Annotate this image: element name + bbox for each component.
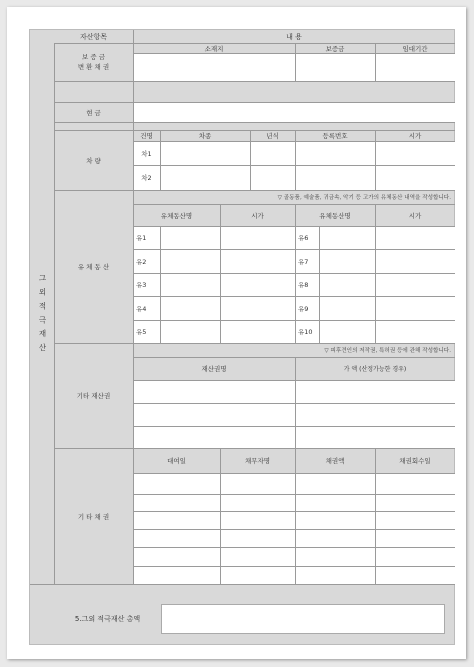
deposit-label-line1: 보 증 금 — [82, 53, 105, 61]
other-credits-col-amount: 채권액 — [325, 457, 345, 465]
grid-line — [133, 226, 455, 227]
asset-form — [29, 29, 455, 645]
vehicle-row-2: 차2 — [141, 174, 152, 182]
other-rights-col-name: 재산권명 — [201, 365, 227, 373]
grid-line — [295, 357, 296, 448]
grid-line — [133, 473, 455, 474]
movable-row-right: 유6 — [298, 234, 309, 242]
other-rights-note: ▽ 피후견인의 저작권, 특허권 등에 관해 작성합니다. — [324, 348, 451, 354]
header-content: 내 용 — [286, 32, 302, 41]
deposit-col-location: 소재지 — [204, 44, 224, 53]
movable-row-right: 유7 — [298, 257, 309, 266]
movable-row-right: 유10 — [298, 328, 313, 336]
total-label: 5.그외 적극재산 총액 — [74, 615, 141, 623]
grid-line — [133, 566, 455, 567]
grid-line — [133, 426, 455, 427]
other-rights-area — [133, 380, 455, 448]
movable-area — [133, 226, 455, 343]
grid-line — [295, 204, 296, 343]
grid-line — [220, 448, 221, 584]
other-rights-label: 기타 재산권 — [76, 392, 111, 400]
movable-row-right: 유8 — [298, 281, 309, 289]
side-label-text: 그 외 적 극 재 산 — [38, 274, 47, 353]
cash-input[interactable] — [133, 102, 455, 122]
vehicle-col-type: 차종 — [198, 132, 212, 140]
vehicle-col-year: 년식 — [266, 132, 279, 140]
other-rights-col-value: 가 액 (산정가능한 경우) — [343, 366, 407, 373]
other-credits-label: 기 타 채 권 — [77, 512, 110, 521]
grid-line — [133, 273, 455, 274]
grid-line — [295, 448, 296, 584]
grid-line — [54, 190, 455, 191]
movable-note: ▽ 골동품, 예술품, 귀금속, 악기 등 고가의 유체동산 내역을 작성합니다. — [277, 195, 451, 201]
grid-line — [30, 584, 455, 585]
grid-line — [375, 43, 376, 81]
grid-line — [133, 320, 455, 321]
vehicle-row-1: 차1 — [141, 149, 152, 158]
movable-col-name-right: 유체동산명 — [319, 211, 351, 220]
movable-row-left: 유1 — [136, 234, 147, 242]
grid-line — [54, 343, 455, 344]
movable-col-price-left: 시가 — [251, 211, 264, 220]
total-input[interactable] — [161, 604, 445, 634]
grid-line — [133, 165, 455, 166]
grid-line — [295, 130, 296, 190]
grid-line — [133, 204, 455, 205]
grid-line — [133, 494, 455, 495]
grid-line — [133, 529, 455, 530]
vehicle-label: 차 량 — [86, 156, 101, 165]
grid-line — [295, 43, 296, 81]
grid-line — [133, 547, 455, 548]
grid-line — [54, 81, 455, 82]
grid-line — [54, 43, 455, 44]
grid-line — [133, 296, 455, 297]
vehicle-col-regno: 등록번호 — [322, 132, 348, 140]
grid-line — [319, 226, 320, 343]
grid-line — [54, 122, 455, 123]
deposit-col-period: 임대기간 — [402, 44, 428, 53]
grid-line — [133, 511, 455, 512]
grid-line — [250, 130, 251, 190]
grid-line — [220, 204, 221, 343]
vehicle-col-name: 건명 — [140, 132, 153, 140]
grid-line — [375, 130, 376, 190]
grid-line — [133, 141, 455, 142]
grid-line — [375, 448, 376, 584]
grid-line — [160, 226, 161, 343]
deposit-label-line2: 변 환 채 권 — [77, 63, 110, 71]
grid-line — [54, 43, 55, 584]
grid-line — [54, 130, 455, 131]
grid-line — [133, 249, 455, 250]
grid-line — [133, 403, 455, 404]
grid-line — [133, 357, 455, 358]
grid-line — [54, 448, 455, 449]
other-credits-col-debtor: 채무자명 — [244, 457, 271, 465]
deposit-label — [54, 43, 133, 81]
movable-row-left: 유3 — [136, 281, 147, 289]
grid-line — [133, 53, 455, 54]
movable-row-right: 유9 — [298, 304, 309, 313]
side-label — [30, 43, 54, 584]
document-page — [7, 7, 466, 659]
vehicle-col-price: 시가 — [408, 132, 422, 140]
grid-line — [160, 130, 161, 190]
grid-line — [54, 102, 455, 103]
movable-col-name-left: 유체동산명 — [160, 211, 193, 220]
movable-row-left: 유4 — [136, 304, 147, 313]
header-asset-item: 자산항목 — [79, 32, 108, 41]
grid-line — [375, 204, 376, 343]
movable-label: 유 체 동 산 — [77, 263, 110, 271]
cash-label: 현 금 — [86, 108, 101, 117]
grid-line — [133, 380, 455, 381]
deposit-col-amount: 보증금 — [325, 44, 345, 53]
movable-col-price-right: 시가 — [408, 211, 422, 220]
movable-row-left: 유5 — [136, 328, 147, 336]
deposit-area — [133, 53, 455, 81]
movable-row-left: 유2 — [136, 257, 147, 266]
grid-line — [133, 30, 134, 584]
other-credits-col-recovery: 채권회수일 — [399, 457, 431, 465]
other-credits-col-date: 대여일 — [167, 457, 186, 465]
